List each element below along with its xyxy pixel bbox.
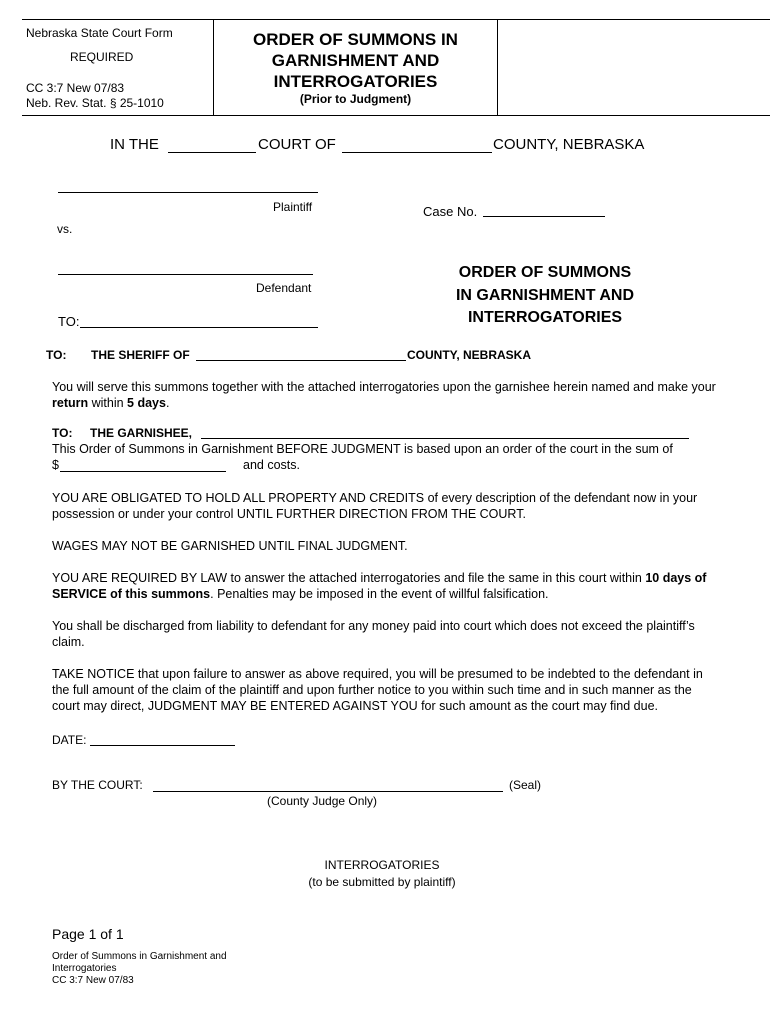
serve-paragraph <box>52 379 722 411</box>
by-the-court-label: BY THE COURT: <box>52 778 143 792</box>
serve-text-b: within <box>88 396 128 410</box>
obligated-paragraph: YOU ARE OBLIGATED TO HOLD ALL PROPERTY AND CREDITS of every description of the defendant now in your possession or under your control UNTIL FURTHER DIRECTION FROM THE COURT. <box>52 491 698 521</box>
dollar-sign: $ <box>52 458 59 472</box>
judge-signature-field[interactable] <box>153 791 503 792</box>
plaintiff-field[interactable] <box>58 192 318 193</box>
required-paragraph <box>52 570 722 602</box>
vs-label: vs. <box>57 222 73 236</box>
serve-text-a: You will serve this summons together with the attached interrogatories upon the garnishee herein named and make your <box>52 380 716 394</box>
statute: Neb. Rev. Stat. § 25-1010 <box>26 96 164 110</box>
right-title-line-1: ORDER OF SUMMONS <box>458 264 632 281</box>
form-code: CC 3:7 New 07/83 <box>26 81 125 95</box>
required-text-b: 10 days of SERVICE of this summons <box>52 571 707 601</box>
garnishee-to-label: TO: <box>52 426 73 440</box>
header-top-rule <box>22 19 770 20</box>
required-label: REQUIRED <box>70 50 134 64</box>
form-name: Nebraska State Court Form <box>26 26 173 40</box>
interrogatories-title: INTERROGATORIES <box>324 858 440 872</box>
sheriff-to-label: TO: <box>46 348 67 362</box>
footer-line-1: Order of Summons in Garnishment and <box>52 951 227 962</box>
wages-paragraph: WAGES MAY NOT BE GARNISHED UNTIL FINAL JUDGMENT. <box>52 539 408 553</box>
defendant-label: Defendant <box>256 281 312 295</box>
footer-line-2: Interrogatories <box>52 963 117 974</box>
serve-days: 5 days <box>127 396 166 410</box>
right-title-line-3: INTERROGATORIES <box>467 309 623 326</box>
date-field[interactable] <box>90 745 235 746</box>
garnishee-label: THE GARNISHEE, <box>90 426 193 440</box>
date-label: DATE: <box>52 733 87 747</box>
discharged-paragraph: You shall be discharged from liability to defendant for any money paid into court which does not exceed the plaintiff’s claim. <box>52 619 695 649</box>
serve-return: return <box>52 396 89 410</box>
to-label: TO: <box>58 314 80 329</box>
title-subtitle: (Prior to Judgment) <box>299 92 412 106</box>
and-costs: and costs. <box>243 458 300 472</box>
order-text: This Order of Summons in Garnishment BEFORE JUDGMENT is based upon an order of the court in the sum of <box>52 442 673 456</box>
case-no-field[interactable] <box>483 216 605 217</box>
sheriff-county-nebraska: COUNTY, NEBRASKA <box>407 348 532 362</box>
serve-text-c: . <box>165 396 170 410</box>
required-text-a: YOU ARE REQUIRED BY LAW to answer the attached interrogatories and file the same in this court within <box>52 571 646 585</box>
plaintiff-label: Plaintiff <box>273 200 313 214</box>
county-name-field[interactable] <box>342 152 492 153</box>
header-bottom-rule <box>22 115 770 116</box>
in-the-label: IN THE <box>110 136 159 153</box>
county-judge-only: (County Judge Only) <box>267 794 378 808</box>
page-number: Page 1 of 1 <box>52 926 124 942</box>
sum-amount-field[interactable] <box>60 471 226 472</box>
right-title-line-2: IN GARNISHMENT AND <box>455 287 635 304</box>
defendant-field[interactable] <box>58 274 313 275</box>
to-field[interactable] <box>80 327 318 328</box>
title-line-1: ORDER OF SUMMONS IN <box>253 30 458 49</box>
footer-line-3: CC 3:7 New 07/83 <box>52 975 134 986</box>
required-text-c: . Penalties may be imposed in the event of willful falsification. <box>210 587 549 601</box>
county-nebraska-label: COUNTY, NEBRASKA <box>493 136 645 153</box>
header-divider-right <box>497 19 498 115</box>
seal-label: (Seal) <box>509 778 542 792</box>
take-notice-paragraph: TAKE NOTICE that upon failure to answer as above required, you will be presumed to be indebted to the defendant in the full amount of the claim of the plaintiff and upon further notice to you within such time and in such manner as the court may direct, JUDGMENT MAY BE ENTERED AGAINST YOU for such amount as the court may find due. <box>52 667 703 713</box>
interrogatories-subtitle: (to be submitted by plaintiff) <box>308 875 456 889</box>
sheriff-of-label: THE SHERIFF OF <box>91 348 190 362</box>
sheriff-county-field[interactable] <box>196 360 406 361</box>
title-line-3: INTERROGATORIES <box>273 72 438 91</box>
case-no-label: Case No. <box>423 204 478 219</box>
title-line-2: GARNISHMENT AND <box>271 51 440 70</box>
court-of-label: COURT OF <box>258 136 336 153</box>
court-name-field[interactable] <box>168 152 256 153</box>
garnishee-name-field[interactable] <box>201 438 689 439</box>
